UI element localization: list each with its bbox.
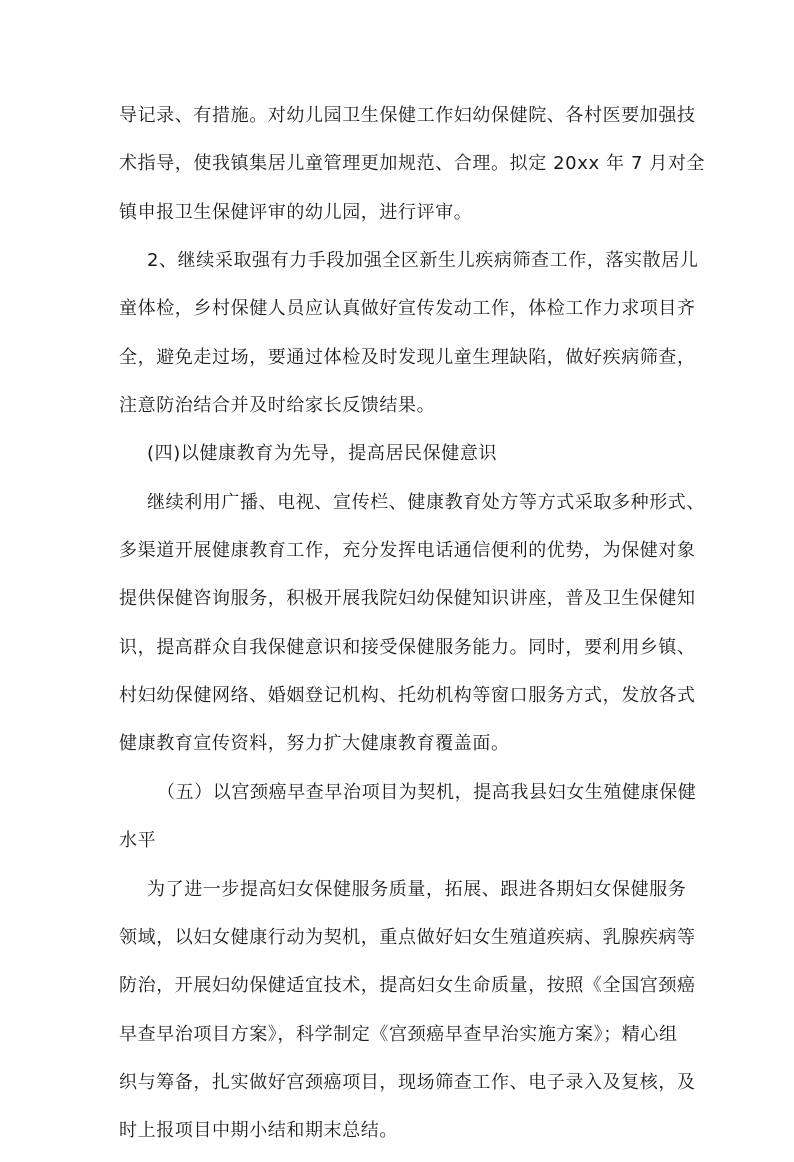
text-line: 全，避免走过场，要通过体检及时发现儿童生理缺陷，做好疾病筛查， <box>119 346 696 368</box>
section-heading: (四)以健康教育为先导，提高居民保健意识 <box>147 443 498 465</box>
text-line: 村妇幼保健网络、婚姻登记机构、托幼机构等窗口服务方式，发放各式 <box>119 685 696 707</box>
text-line: 童体检，乡村保健人员应认真做好宣传发动工作，体检工作力求项目齐 <box>119 298 696 320</box>
text-line: 织与筹备，扎实做好宫颈癌项目，现场筛查工作、电子录入及复核，及 <box>119 1071 696 1093</box>
text-line: 注意防治结合并及时给家长反馈结果。 <box>119 395 436 417</box>
text-line: 防治，开展妇幼保健适宜技术，提高妇女生命质量，按照《全国宫颈癌 <box>119 975 696 997</box>
text-line: 领域，以妇女健康行动为契机，重点做好妇女生殖道疾病、乳腺疾病等 <box>119 926 696 948</box>
text-line: 术指导，使我镇集居儿童管理更加规范、合理。拟定 20xx 年 7 月对全 <box>119 153 706 175</box>
text-line: 多渠道开展健康教育工作，充分发挥电话通信便利的优势，为保健对象 <box>119 540 696 562</box>
text-line: 识，提高群众自我保健意识和接受保健服务能力。同时，要利用乡镇、 <box>119 636 696 658</box>
text-line: 2、继续采取强有力手段加强全区新生儿疾病筛查工作，落实散居儿 <box>147 250 699 272</box>
text-line: 继续利用广播、电视、宣传栏、健康教育处方等方式采取多种形式、 <box>147 491 705 513</box>
text-line: 健康教育宣传资料，努力扩大健康教育覆盖面。 <box>119 733 510 755</box>
section-heading: 水平 <box>119 830 157 852</box>
text-line: 时上报项目中期小结和期末总结。 <box>119 1120 398 1142</box>
text-line: 提供保健咨询服务，积极开展我院妇幼保健知识讲座，普及卫生保健知 <box>119 588 696 610</box>
document-body <box>119 98 706 1162</box>
text-line: 早查早治项目方案》，科学制定《宫颈癌早查早治实施方案》；精心组 <box>119 1023 678 1045</box>
text-line: 镇申报卫生保健评审的幼儿园，进行评审。 <box>119 201 473 223</box>
section-heading: （五）以宫颈癌早查早治项目为契机，提高我县妇女生殖健康保健 <box>157 781 697 803</box>
text-line: 为了进一步提高妇女保健服务质量，拓展、跟进各期妇女保健服务 <box>147 878 687 900</box>
text-line: 导记录、有措施。对幼儿园卫生保健工作妇幼保健院、各村医要加强技 <box>119 105 696 126</box>
